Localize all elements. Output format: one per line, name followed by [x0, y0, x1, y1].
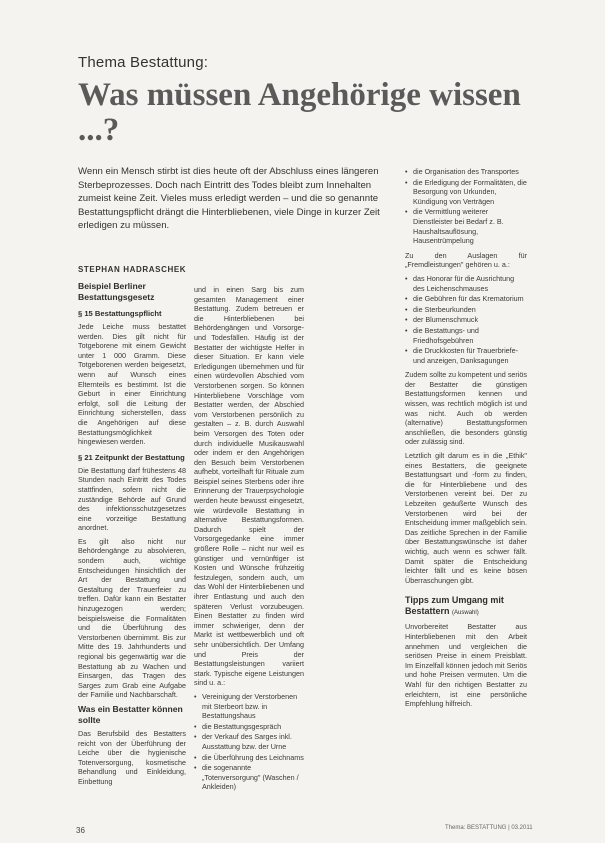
- list-item: • Vereinigung der Verstorbenen mit Sterbeort bzw. in Bestattungshaus: [194, 692, 304, 721]
- column-2: [194, 285, 304, 797]
- subhead: Beispiel Berliner Bestattungsgesetz: [78, 281, 155, 302]
- page-number: 36: [76, 826, 85, 835]
- paragraph: Zu den Auslagen für „Fremdleistungen" gehören u. a.:: [405, 250, 527, 270]
- column-3: [405, 167, 527, 713]
- paragraph: Zudem sollte zu kompetent und seriös der Bestatter die günstigen Bestattungsformen kennen und wissen, was rechtlich möglich ist und was nicht. Auch ob werden (alternative) Bestattungsformen anschließen, die besonders günstig oder zulässig sind.: [405, 370, 527, 447]
- list-item: • die Sterbeurkunden: [405, 305, 527, 315]
- bullet-list: [194, 692, 304, 792]
- tips-title: Tipps zum Umgang mit Bestattern: [405, 595, 504, 617]
- paragraph: und in einen Sarg bis zum gesamten Management einer Bestattung. Zudem betreuen er die Hinterbliebenen bei Behördengängen und Vorsorge- und Todesfällen. Häufig ist der Bestatter der wichtigste Helfer in dieser Situation. Er kann viele Erledigungen übernehmen und für einen würdevollen Abschied vom Verstorbenen sorgen. So können Hinterbliebene Vorschläge vom Bestatter werden, der Abschied vom Verstorbenen persönlich zu gestalten – z. B. durch Auswahl beim Versorgen des Toten oder durch individuelle Musikauswahl oder indem er den Angehörigen den Besuch beim Verstorbenen aufhebt, vorteilhaft für Rituale zum Beispiel seines Sterbens oder ihre Erinnerung der Trauerpsychologie werden heute bewusst eingesetzt, wie würdevolle Bestattung in alternative Bestattungsformen. Dadurch spielt der Vorsorgegedanke eine immer größere Rolle – nicht nur weil es günstiger und vernünftiger ist Kosten und Wünsche frühzeitig festzulegen, sondern auch, um das Wohl der Hinterbliebenen und ihrer Entlastung und auch den späteren Verlust vorzubeugen. Einen Bestatter zu finden wird immer schwieriger, denn der Markt ist wettbewerblich und oft sehr unübersichtlich. Der Umfang und Preis der Bestattungsleistungen variiert stark. Typische eigene Leistungen sind u. a.:: [194, 285, 304, 688]
- footer: Thema: BESTATTUNG | 03.2011: [445, 825, 533, 831]
- list-item: • die Gebühren für das Krematorium: [405, 294, 527, 304]
- list-item: • die Erledigung der Formalitäten, die Besorgung von Urkunden, Kündigung von Verträgen: [405, 178, 527, 207]
- bullet-list: [405, 167, 527, 246]
- list-item: • die Organisation des Transportes: [405, 167, 527, 177]
- paragraph: Jede Leiche muss bestattet werden. Dies gilt nicht für Totgeborene mit einem Gewicht unter 1 000 Gramm. Diese Totgeborenen werden beigesetzt, wenn auf Wunsch eines Elternteils es bestimmt. Ist die Geburt in einer Einrichtung erfolgt, soll die Leitung der Einrichtung sicherstellen, dass die Angehörigen auf diese Bestattungsmöglichkeit hingewiesen werden.: [78, 322, 186, 447]
- list-item: • die Überführung des Leichnams: [194, 753, 304, 763]
- paragraph: Letztlich gilt darum es in die „Ethik" eines Bestatters, die geeignete Bestattungsart und -form zu finden, die für Hinterbliebene und des Verstorbenen vereint bei. Der zu Lebzeiten geäußerte Wunsch des Verstorbenen wird bei der Entscheidung immer maßgeblich sein. Das zeitliche Sprechen in der Familie über Bestattungswünsche ist daher wichtig, auch wenn es schwer fällt. Damit später die Entscheidung leichter fällt und es keine bösen Überraschungen gibt.: [405, 451, 527, 585]
- list-item: • die Druckkosten für Trauerbriefe- und anzeigen, Danksagungen: [405, 346, 527, 365]
- author: STEPHAN HADRASCHEK: [78, 265, 187, 274]
- subhead: § 21 Zeitpunkt der Bestattung: [78, 452, 185, 462]
- list-item: • der Verkauf des Sarges inkl. Ausstattung bzw. der Urne: [194, 732, 304, 751]
- paragraph: Das Berufsbild des Bestatters reicht von der Überführung der Leiche über die hygienische Totenversorgung, kosmetische Behandlung und Einkleidung, Einbettung: [78, 728, 186, 786]
- paragraph: Unvorbereitet Bestatter aus Hinterbliebenen mit den Arbeit annehmen und vergleichen die seriösen Preise in einem Preisblatt. Im Einzelfall können jedoch mit Seriös und hohe Preisen vermuten. Um die Wahl für den richtigen Bestatter zu erleichtern, ist eine persönliche Empfehlung hilfreich.: [405, 622, 527, 709]
- list-item: • die Bestattungsgespräch: [194, 722, 304, 732]
- list-item: • die Bestattungs- und Friedhofsgebühren: [405, 326, 527, 345]
- bullet-list: [405, 274, 527, 365]
- headline: Was müssen Angehörige wissen ...?: [78, 77, 521, 148]
- kicker: Thema Bestattung:: [78, 54, 209, 71]
- lead-paragraph: Wenn ein Mensch stirbt ist dies heute oft der Abschluss eines längeren Sterbeprozesses. Doch nach Eintritt des Todes bleibt zum Innehalten zumeist keine Zeit. Vieles muss erledigt werden – und die so genannte Bestattungspflicht drängt die Hinterbliebenen, viele Dinge in kurzer Zeit erledigen zu müssen.: [78, 166, 380, 232]
- list-item: • die sogenannte „Totenversorgung" (Waschen / Ankleiden): [194, 763, 304, 792]
- subhead: § 15 Bestattungspflicht: [78, 309, 162, 318]
- list-item: • die Vermittlung weiterer Dienstleister bei Bedarf z. B. Haushaltsauflösung, Hausentrümpelung: [405, 207, 527, 245]
- tips-heading: [405, 595, 527, 619]
- subhead: Was ein Bestatter können sollte: [78, 703, 183, 725]
- column-1: [78, 279, 186, 791]
- paragraph: Es gilt also nicht nur Behördengänge zu absolvieren, sondern auch, wichtige Entscheidungen hinsichtlich der Art der Bestattung und Gestaltung der Trauerfeier zu treffen. Dafür kann ein Bestatter hinzugezogen werden; beispielsweise die Formalitäten und die Überführung des Verstorbenen übernimmt. Bis zur Mitte des 19. Jahrhunderts und regional bis gegenwärtig war die Bestattung ab zu Wachen und Einsargen, das Tragen des Sarges zum Grab eine Aufgabe der Familie und Nachbarschaft.: [78, 536, 186, 700]
- tips-note: (Auswahl): [452, 610, 479, 617]
- paragraph: Die Bestattung darf frühestens 48 Stunden nach Eintritt des Todes stattfinden, sofern nicht die zuständige Behörde auf Grund des infektionsschutzgesetzes eine vorzeitige Bestattung anordnet.: [78, 465, 186, 533]
- list-item: • der Blumenschmuck: [405, 315, 527, 325]
- list-item: • das Honorar für die Ausrichtung des Leichenschmauses: [405, 274, 527, 293]
